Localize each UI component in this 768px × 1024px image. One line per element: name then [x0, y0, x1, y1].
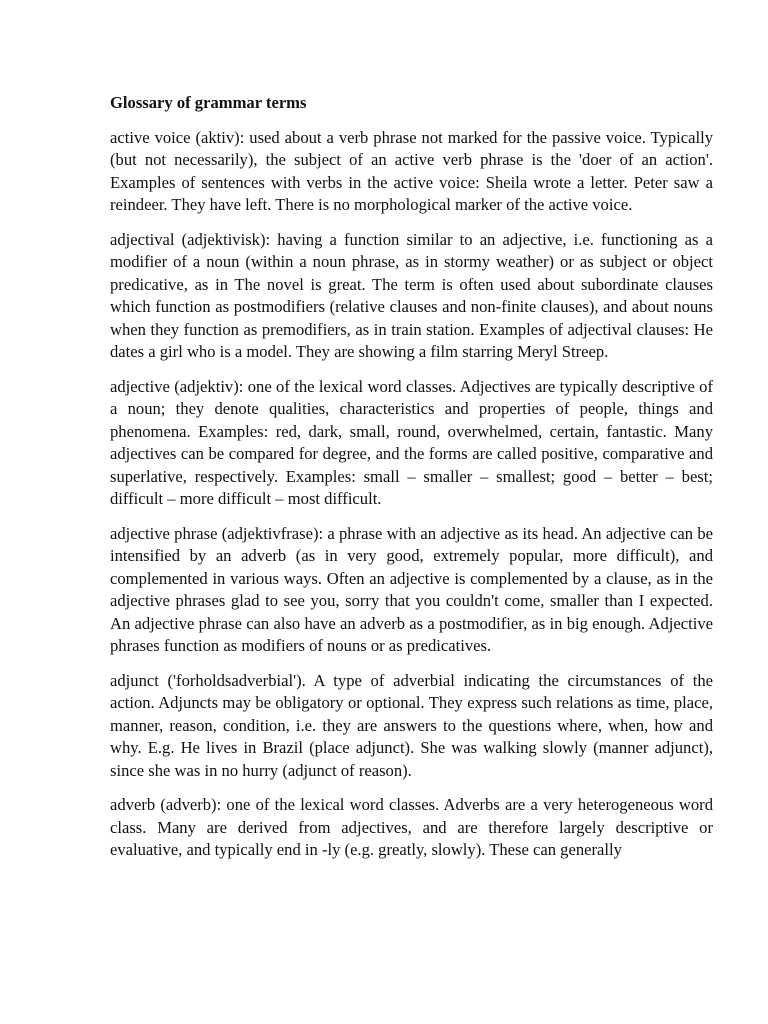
glossary-entry-adjectival: adjectival (adjektivisk): having a function similar to an adjective, i.e. functioning as a modifier of a noun (within a noun phrase, as in stormy weather) or as subject or object predicative, as in The novel is great. The term is often used about subordinate clauses which function as postmodifiers (relative clauses and non-finite clauses), and about nouns when they function as premodifiers, as in train station. Examples of adjectival clauses: He dates a girl who is a model. They are showing a film starring Meryl Streep.	[110, 229, 713, 361]
glossary-entry-adjective: adjective (adjektiv): one of the lexical word classes. Adjectives are typically descriptive of a noun; they denote qualities, characteristics and properties of people, things and phenomena. Examples: red, dark, small, round, overwhelmed, certain, fantastic. Many adjectives can be compared for degree, and the forms are called positive, comparative and superlative, respectively. Examples: small – smaller – smallest; good – better – best; difficult – more difficult – most difficult.	[110, 376, 713, 508]
glossary-entry-adjunct: adjunct ('forholdsadverbial'). A type of adverbial indicating the circumstances of the action. Adjuncts may be obligatory or optional. They express such relations as time, place, manner, reason, condition, i.e. they are answers to the questions where, when, how and why. E.g. He lives in Brazil (place adjunct). She was walking slowly (manner adjunct), since she was in no hurry (adjunct of reason).	[110, 670, 713, 780]
glossary-entry-adverb: adverb (adverb): one of the lexical word classes. Adverbs are a very heterogeneous word class. Many are derived from adjectives, and are therefore largely descriptive or evaluative, and typically end in -ly (e.g. greatly, slowly). These can generally	[110, 795, 713, 859]
glossary-entry-active-voice: active voice (aktiv): used about a verb phrase not marked for the passive voice. Typically (but not necessarily), the subject of an active verb phrase is the 'doer of an action'. Examples of sentences with verbs in the active voice: Sheila wrote a letter. Peter saw a reindeer. They have left. There is no morphological marker of the active voice.	[110, 127, 713, 214]
document-page	[110, 92, 713, 874]
glossary-entry-adjective-phrase: adjective phrase (adjektivfrase): a phrase with an adjective as its head. An adjective can be intensified by an adverb (as in very good, extremely popular, more difficult), and complemented in various ways. Often an adjective is complemented by a clause, as in the adjective phrases glad to see you, sorry that you couldn't come, smaller than I expected. An adjective phrase can also have an adverb as a postmodifier, as in big enough. Adjective phrases function as modifiers of nouns or as predicatives.	[110, 523, 713, 655]
page-title: Glossary of grammar terms	[110, 93, 307, 112]
